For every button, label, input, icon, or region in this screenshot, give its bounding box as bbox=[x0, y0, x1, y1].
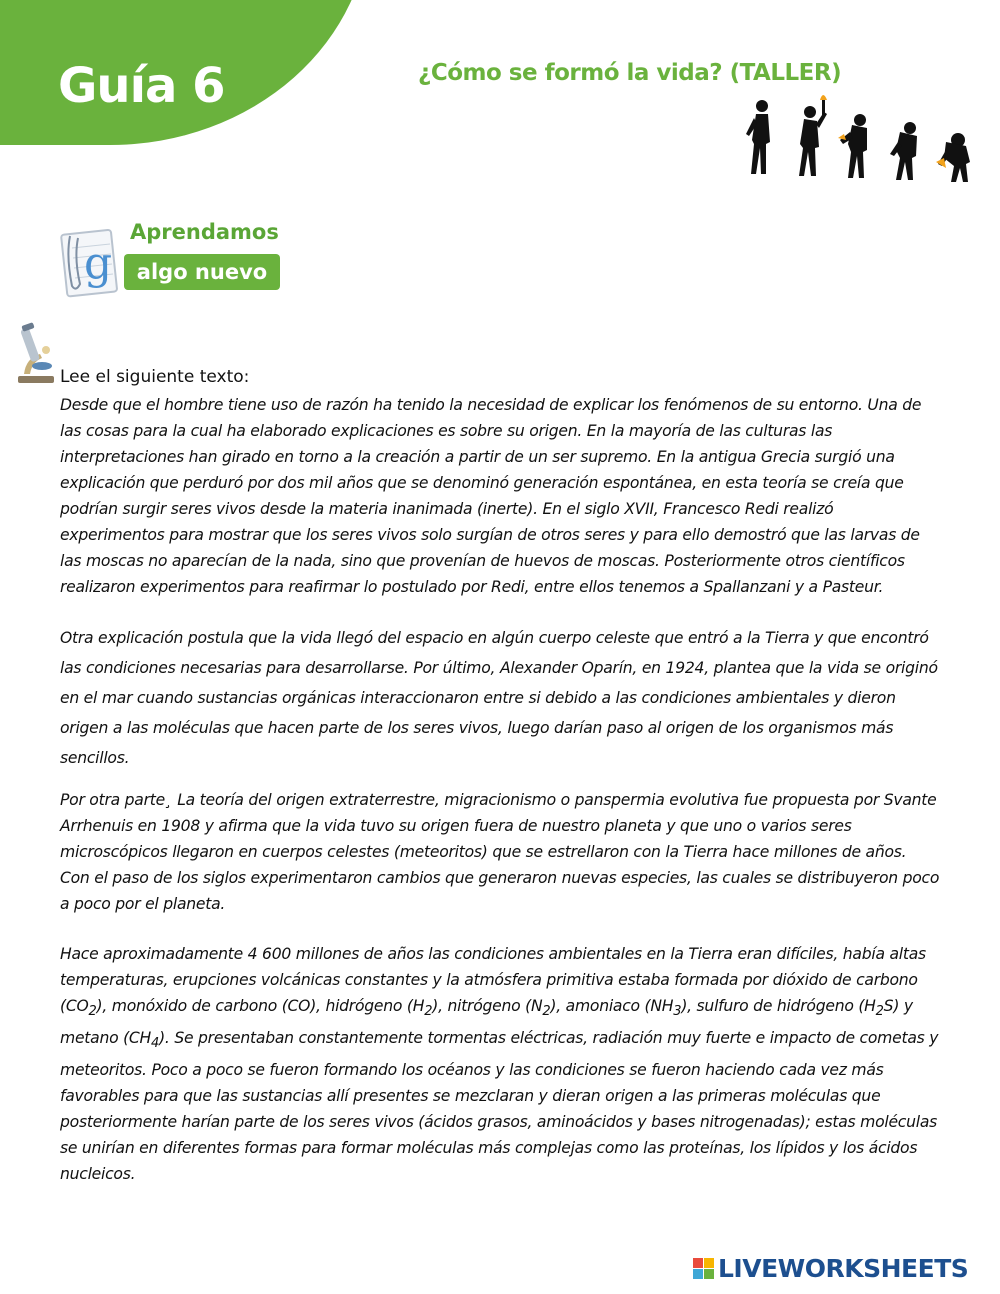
notebook-g-icon bbox=[60, 226, 122, 298]
liveworksheets-logo[interactable] bbox=[693, 1250, 993, 1286]
page-title: ¿Cómo se formó la vida? (TALLER) bbox=[418, 60, 842, 86]
reading-instruction: Lee el siguiente texto: bbox=[60, 367, 250, 387]
paragraph-2: Otra explicación postula que la vida llegó del espacio en algún cuerpo celeste que entró a la Tierra y que encontró las condiciones necesarias para desarrollarse. Por último, Alexander Oparín, en 1924, plantea que la vida se originó en el mar cuando sustancias orgánicas interaccionaron entre si debido a las condiciones ambientales y dieron origen a las moléculas que hacen parte de los seres vivos, luego darían paso al origen de los organismos más sencillos. bbox=[60, 629, 938, 767]
guide-label: Guía 6 bbox=[58, 58, 225, 114]
learn-something-new-badge bbox=[60, 218, 285, 302]
paragraph-4: Hace aproximadamente 4 600 millones de años las condiciones ambientales en la Tierra eran difíciles, había altas temperaturas, erupciones volcánicas constantes y la atmósfera primitiva estaba formada por dióxido de carbono $(CO_2)$, monóxido de carbono (CO), hidrógeno $(H_2)$, nitrógeno $(N_2)$, amoniaco $(NH_3)$, sulfuro de hidrógeno $(H_2S)$ y metano $(CH_4)$. Se presentaban constantemente tormentas eléctricas, radiación muy fuerte e impacto de cometas y meteoritos. Poco a poco se fueron formando los océanos y las condiciones se fueron haciendo cada vez más favorables para que las sustancias allí presentes se mezclaran y dieran origen a las primeras moléculas que posteriormente harían parte de los seres vivos (ácidos grasos, aminoácidos y bases nitrogenadas); estas moléculas se unirían en diferentes formas para formar moléculas más complejas como las proteínas, los lípidos y los ácidos nucleicos. bbox=[60, 945, 939, 1184]
human-evolution-illustration bbox=[720, 92, 1000, 192]
microscope-icon bbox=[12, 322, 58, 386]
liveworksheets-logo-text: LIVEWORKSHEETS bbox=[718, 1253, 969, 1283]
badge-line-1: Aprendamos bbox=[130, 220, 279, 244]
svg-text:g: g bbox=[84, 238, 113, 289]
badge-line-2: algo nuevo bbox=[124, 254, 280, 290]
liveworksheets-grid-icon bbox=[693, 1258, 714, 1279]
paragraph-1: Desde que el hombre tiene uso de razón ha tenido la necesidad de explicar los fenómenos de su entorno. Una de las cosas para la cual ha elaborado explicaciones es sobre su origen. En la mayoría de las culturas las interpretaciones han girado en torno a la creación a partir de un ser supremo. En la antigua Grecia surgió una explicación que perduró por dos mil años que se denominó generación espontánea, en esta teoría se creía que podrían surgir seres vivos desde la materia inanimada (inerte). En el siglo XVII, Francesco Redi realizó experimentos para mostrar que los seres vivos solo surgían de otros seres y para ello demostró que las larvas de las moscas no aparecían de la nada, sino que provenían de huevos de moscas. Posteriormente otros científicos realizaron experimentos para reafirmar lo postulado por Redi, entre ellos tenemos a Spallanzani y a Pasteur. bbox=[60, 396, 922, 596]
paragraph-3: Por otra parte¸ La teoría del origen extraterrestre, migracionismo o panspermia evolutiva fue propuesta por Svante Arrhenuis en 1908 y afirma que la vida tuvo su origen fuera de nuestro planeta y que uno o varios seres microscópicos llegaron en cuerpos celestes (meteoritos) que se estrellaron con la Tierra hace millones de años. Con el paso de los siglos experimentaron cambios que generaron nuevas especies, las cuales se distribuyeron poco a poco por el planeta. bbox=[60, 791, 940, 913]
